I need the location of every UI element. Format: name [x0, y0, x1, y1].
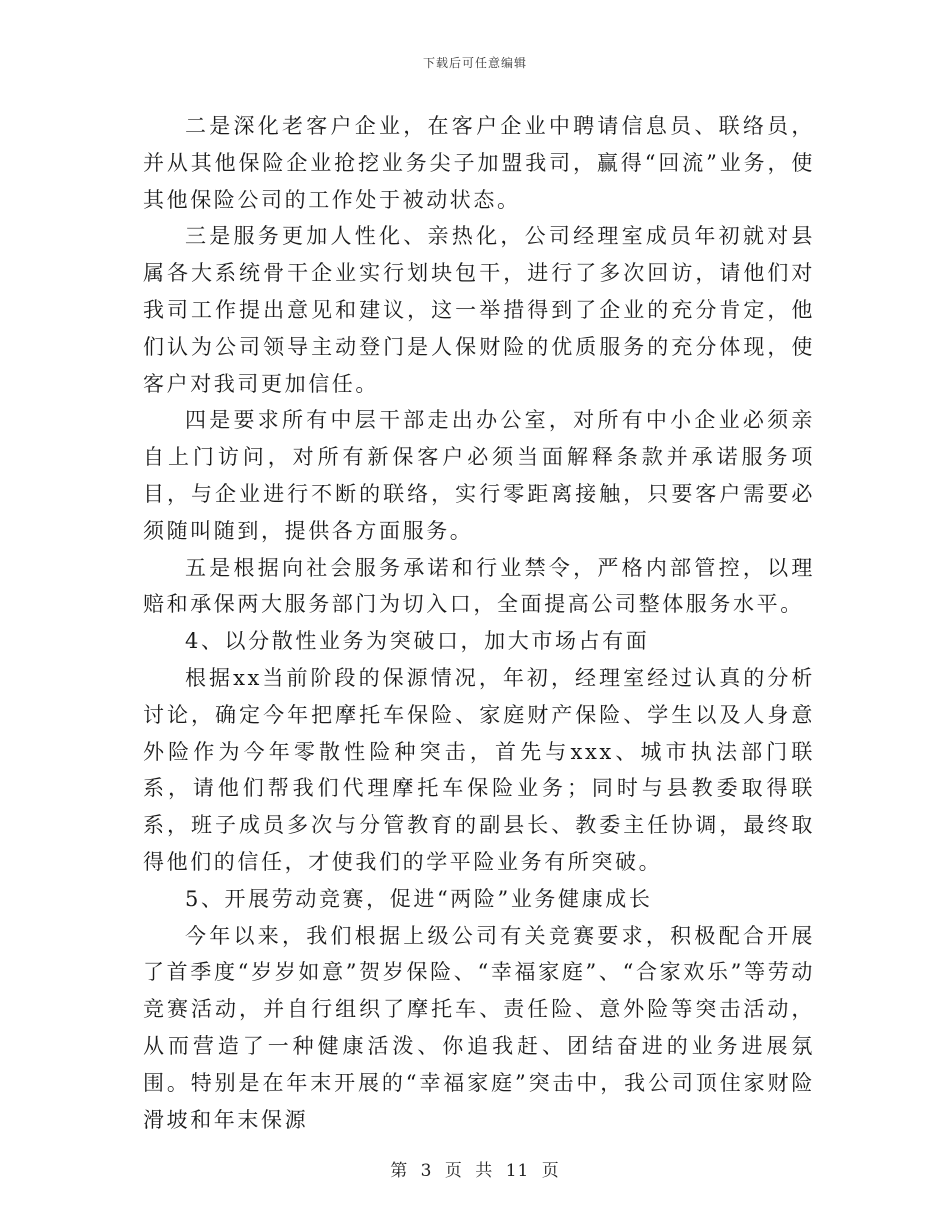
page-header: 下载后可任意编辑: [422, 56, 527, 70]
section-heading-5: 5、开展劳动竞赛，促进“两险”业务健康成长: [185, 886, 653, 911]
paragraph-4: 五是根据向社会服务承诺和行业禁令，严格内部管控，以理赔和承保两大服务部门为切入口，全面提高公司整体服务水平。: [143, 555, 815, 617]
section-heading-4: 4、以分散性业务为突破口，加大市场占有面: [185, 629, 650, 654]
paragraph-5: 根据xx当前阶段的保源情况，年初，经理室经过认真的分析讨论，确定今年把摩托车保险、家庭财产保险、学生以及人身意外险作为今年零散性险种突击，首先与xxx、城市执法部门联系，请他们帮我们代理摩托车保险业务；同时与县教委取得联系，班子成员多次与分管教育的副县长、教委主任协调，最终取得他们的信任，才使我们的学平险业务有所突破。: [143, 665, 815, 874]
page-number: 第 3 页 共 11 页: [390, 1161, 560, 1181]
document-body: [143, 108, 815, 1138]
paragraph-2: 三是服务更加人性化、亲热化，公司经理室成员年初就对县属各大系统骨干企业实行划块包干，进行了多次回访，请他们对我司工作提出意见和建议，这一举措得到了企业的充分肯定，他们认为公司领导主动登门是人保财险的优质服务的充分体现，使客户对我司更加信任。: [143, 224, 815, 396]
paragraph-3: 四是要求所有中层干部走出办公室，对所有中小企业必须亲自上门访问，对所有新保客户必须当面解释条款并承诺服务项目，与企业进行不断的联络，实行零距离接触，只要客户需要必须随叫随到，提供各方面服务。: [143, 408, 815, 543]
paragraph-6: 今年以来，我们根据上级公司有关竞赛要求，积极配合开展了首季度“岁岁如意”贺岁保险、“幸福家庭”、“合家欢乐”等劳动竞赛活动，并自行组织了摩托车、责任险、意外险等突击活动，从而营造了一种健康活泼、你追我赶、团结奋进的业务进展氛围。特别是在年末开展的“幸福家庭”突击中，我公司顶住家财险滑坡和年末保源: [143, 923, 815, 1132]
paragraph-1: 二是深化老客户企业，在客户企业中聘请信息员、联络员，并从其他保险企业抢挖业务尖子加盟我司，赢得“回流”业务，使其他保险公司的工作处于被动状态。: [143, 114, 815, 212]
